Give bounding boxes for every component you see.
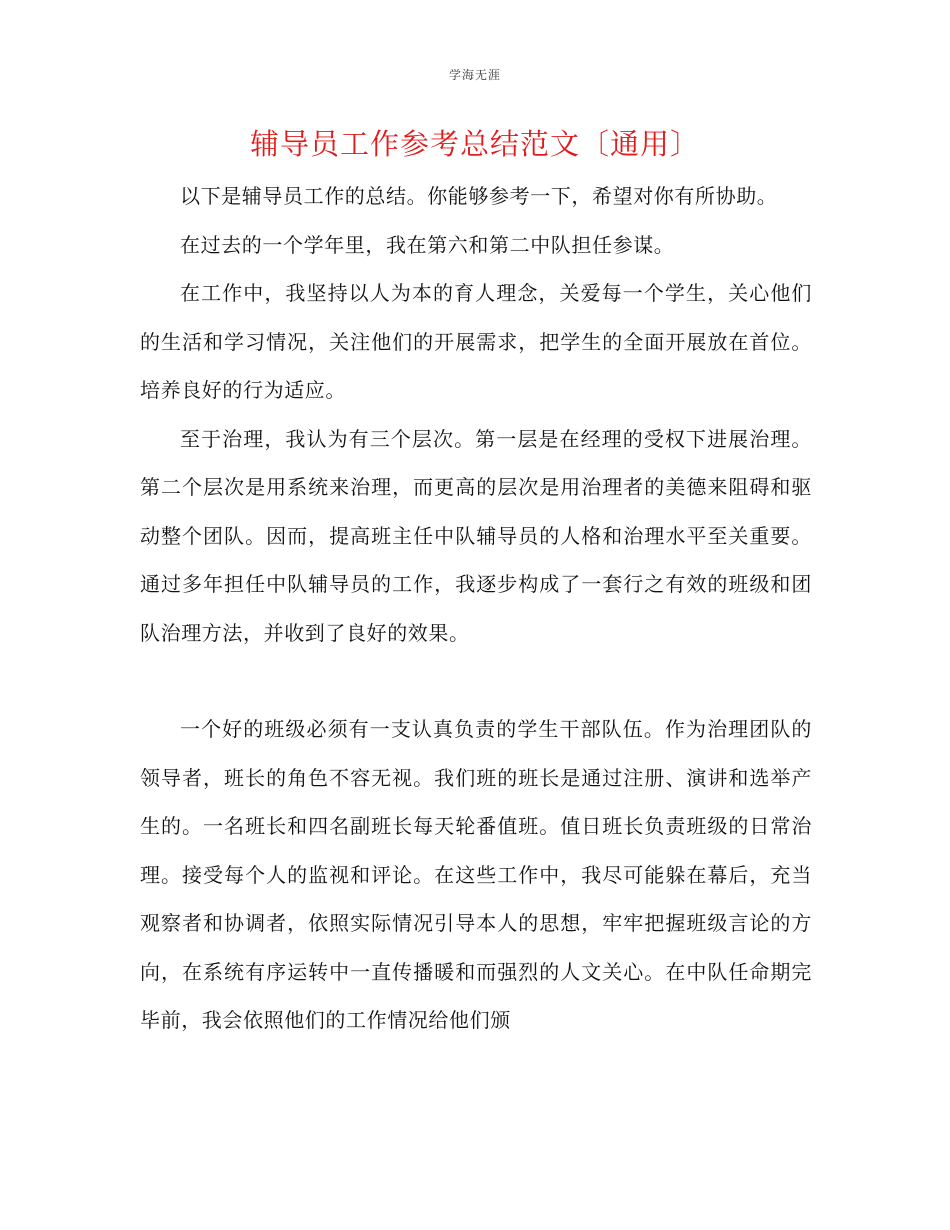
document-body	[140, 172, 812, 1045]
paragraph-intro: 以下是辅导员工作的总结。你能够参考一下，希望对你有所协助。	[180, 184, 778, 208]
paragraph-gap	[140, 657, 812, 705]
paragraph-past-year: 在过去的一个学年里，我在第六和第二中队担任参谋。	[180, 232, 675, 257]
page-header: 学海无涯	[448, 68, 501, 82]
document-title: 辅导员工作参考总结范文〔通用〕	[249, 127, 700, 161]
paragraph-class-leaders: 一个好的班级必须有一支认真负责的学生干部队伍。作为治理团队的领导者，班长的角色不容无视。我们班的班长是通过注册、演讲和选举产生的。一名班长和四名副班长每天轮番值班。值日班长负责班级的日常治理。接受每个人的监视和评论。在这些工作中，我尽可能躲在幕后，充当观察者和协调者，依照实际情况引导本人的思想，牢牢把握班级言论的方向，在系统有序运转中一直传播暖和而强烈的人文关心。在中队任命期完毕前，我会依照他们的工作情况给他们颁	[140, 717, 812, 1032]
paragraph-management-levels: 至于治理，我认为有三个层次。第一层是在经理的受权下进展治理。第二个层次是用系统来治理，而更高的层次是用治理者的美德来阻碍和驱动整个团队。因而，提高班主任中队辅导员的人格和治理水平至关重要。通过多年担任中队辅导员的工作，我逐步构成了一套行之有效的班级和团队治理方法，并收到了良好的效果。	[140, 426, 812, 645]
paragraph-work-philosophy: 在工作中，我坚持以人为本的育人理念，关爱每一个学生，关心他们的生活和学习情况，关注他们的开展需求，把学生的全面开展放在首位。培养良好的行为适应。	[140, 281, 812, 402]
